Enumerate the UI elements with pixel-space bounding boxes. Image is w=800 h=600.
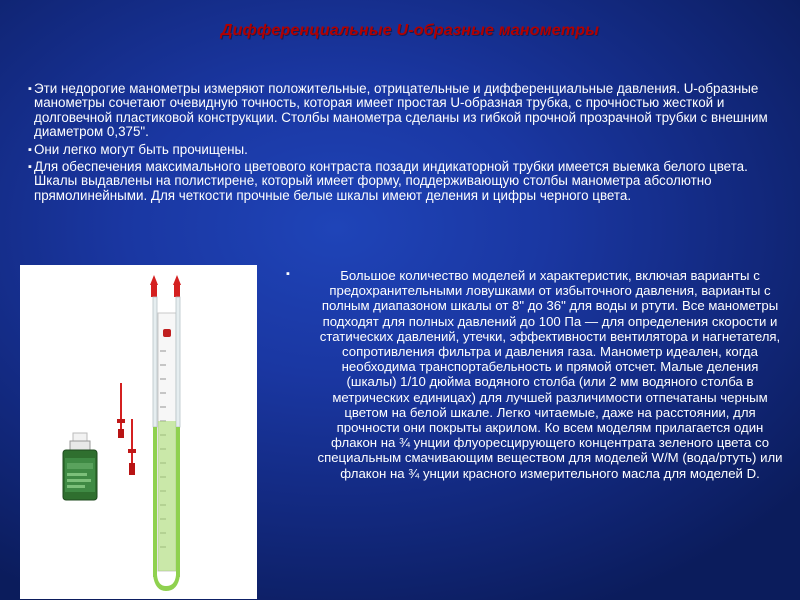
list-item	[28, 82, 768, 140]
manometer-tube	[150, 275, 181, 591]
slide-title: Дифференциальные U-образные манометры	[220, 22, 600, 39]
list-item	[28, 160, 768, 203]
manometer-illustration	[20, 265, 257, 599]
right-bullet-text: Большое количество моделей и характеристик, включая варианты с предохранительными ловушками от избыточного давления, варианты с полным диапазоном шкалы от 8" до 36" для воды и ртути. Все манометры подходят для полных давлений до 100 Па — для определения скорости и статических давлений, утечки, эффективности вентилятора и нагнетателя, сопротивления фильтра и давления газа. Манометр идеален, когда необходима транспортабельность и прямой отсчет. Малые деления (шкалы) 1/10 дюйма водяного столба (или 2 мм водяного столба в метрических единицах) для лучшей различимости отпечатаны черным цветом на белой шкале. Легко читаемые, даже на расстоянии, для прочности они покрыты акрилом. Ко всем моделям прилагается один флакон на ¾ унции флуоресцирующего концентрата зеленого цвета со специальным смачивающим веществом для моделей W/M (вода/ртуть) или флакон на ¾ унции красного измерительного масла для моделей D.	[317, 268, 783, 481]
manometer-photo	[20, 265, 257, 599]
bullet-text: Эти недорогие манометры измеряют положительные, отрицательные и дифференциальные давления. U-образные манометры сочетают очевидную точность, которая имеет простая U-образная трубка, с прочностью жесткой и долговечной пластиковой конструкции. Столбы манометра сделаны из гибкой прочной прозрачной трубки с внешним диаметром 0,375".	[34, 81, 768, 140]
top-bullet-list	[28, 82, 768, 206]
bullet-text: Для обеспечения максимального цветового контраста позади индикаторной трубки имеется выемка белого цвета. Шкалы выдавлены на полистирене, который имеет форму, поддерживающую столбы манометра абсолютно прямолинейными. Для четкости прочные белые шкалы имеют деления и цифры черного цвета.	[34, 159, 748, 203]
fluid-bottle	[63, 433, 97, 500]
list-item	[28, 143, 768, 157]
square-bullet-icon: ▪	[28, 161, 32, 174]
bullet-text: Они легко могут быть прочищены.	[34, 141, 248, 157]
square-bullet-icon: ▪	[28, 83, 32, 95]
square-bullet-icon: ▪	[286, 268, 290, 280]
square-bullet-icon: ▪	[28, 143, 32, 156]
red-clamp-fittings	[117, 383, 136, 475]
